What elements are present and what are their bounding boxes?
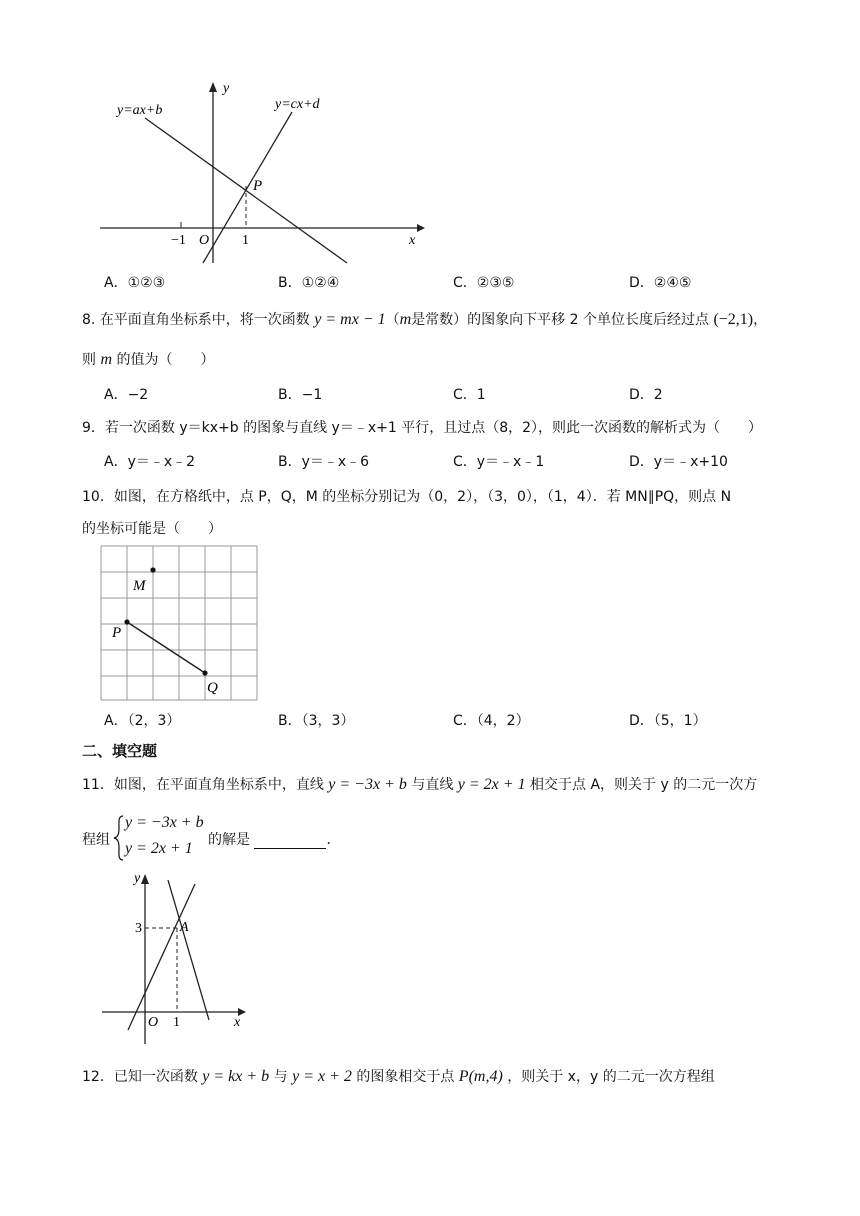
label-line2: y=cx+d (275, 97, 320, 112)
q11-text-a: 11．如图，在平面直角坐标系中，直线 (82, 777, 324, 793)
q12-formula-1: y = kx + b (202, 1068, 270, 1085)
q11-text-c: 相交于点 A，则关于 y 的二元一次方 (530, 777, 758, 793)
system-eq-1: y = −3x + b (125, 814, 204, 831)
q12-point: P(m,4) (458, 1068, 503, 1085)
line-2x-plus-1 (128, 884, 195, 1030)
y-axis-arrow (209, 82, 217, 92)
label-y: y (134, 871, 141, 886)
figure-grid (100, 545, 260, 705)
q8-number: 8. (82, 312, 96, 328)
label-1: 1 (173, 1015, 180, 1030)
q9-text: 9．若一次函数 y＝kx+b 的图象与直线 y＝﹣x+1 平行，且过点（8，2），则此一次函数的解析式为（ ） (82, 420, 763, 436)
point-p (124, 619, 129, 624)
q10-line2: 的坐标可能是（ ） (82, 521, 222, 537)
q12-text-a: 12．已知一次函数 (82, 1069, 198, 1085)
q7-option-a[interactable]: A．①②③ (104, 275, 166, 291)
label-tick-1: 1 (242, 233, 249, 248)
q9-option-c[interactable]: C．y＝﹣x﹣1 (453, 454, 545, 470)
line-neg3x-plus-b (168, 880, 209, 1020)
q9-option-b[interactable]: B．y＝﹣x﹣6 (278, 454, 370, 470)
q12-formula-2: y = x + 2 (292, 1068, 352, 1085)
q10-option-c[interactable]: C．（4，2） (453, 713, 530, 729)
point-m (150, 567, 155, 572)
q8-line2 (82, 349, 214, 369)
label-m: M (133, 578, 146, 594)
q8-formula: y = mx − 1 (314, 311, 386, 328)
q8-option-d[interactable]: D．2 (629, 387, 663, 403)
label-y-axis: y (223, 81, 230, 96)
q11-answer-line (208, 829, 340, 849)
q11-line1 (82, 774, 757, 794)
q8-text-d: ， (753, 312, 768, 328)
label-tick-neg1: −1 (171, 233, 186, 248)
point-q (202, 670, 207, 675)
label-point-p: P (253, 178, 263, 194)
label-q: Q (207, 680, 218, 696)
y-axis-arrow (141, 874, 149, 884)
figure-two-lines (95, 78, 430, 268)
q12-text-d: ，则关于 x，y 的二元一次方程组 (507, 1069, 715, 1085)
x-axis-arrow (417, 224, 425, 232)
q12-text-c: 的图象相交于点 (356, 1069, 455, 1085)
q12-line1 (82, 1066, 715, 1086)
q11-text-b: 与直线 (411, 777, 454, 793)
q9-option-a[interactable]: A．y＝﹣x﹣2 (104, 454, 196, 470)
q8-line2-b: 的值为（ ） (116, 352, 215, 368)
grid-lines (101, 546, 257, 700)
q10-option-a[interactable]: A．（2，3） (104, 713, 181, 729)
q8-line2-m: m (100, 351, 113, 368)
q11-prefix: 程组 (82, 832, 110, 848)
label-o: O (148, 1015, 159, 1030)
q11-formula-1: y = −3x + b (328, 776, 407, 793)
q11-period: ． (326, 832, 341, 848)
q9-option-d[interactable]: D．y＝﹣x+10 (629, 454, 728, 470)
q11-text-solution: 的解是 (208, 832, 250, 848)
q8-option-c[interactable]: C．1 (453, 387, 486, 403)
system-brace (113, 814, 125, 862)
q8-option-a[interactable]: A．−2 (104, 387, 149, 403)
q8-text-c: 是常数）的图象向下平移 2 个单位长度后经过点 (411, 312, 709, 328)
segment-pq (127, 622, 205, 673)
q10-option-d[interactable]: D．（5，1） (629, 713, 707, 729)
q8-option-b[interactable]: B．−1 (278, 387, 323, 403)
q8-point: (−2,1) (713, 311, 754, 328)
label-origin: O (199, 233, 210, 248)
q10-option-b[interactable]: B．（3，3） (278, 713, 355, 729)
system-eq-2: y = 2x + 1 (125, 840, 193, 857)
q8-line1 (82, 309, 767, 329)
q12-text-b: 与 (273, 1069, 288, 1085)
label-x-axis: x (409, 233, 416, 248)
q10-line1: 10．如图，在方格纸中，点 P，Q，M 的坐标分别记为（0，2），（3，0），（1，4）．若 MN∥PQ，则点 N (82, 489, 732, 505)
label-a: A (180, 920, 189, 935)
section-heading: 二、填空题 (82, 742, 158, 760)
figure-intersection (98, 868, 258, 1046)
q8-text-a: 在平面直角坐标系中，将一次函数 (99, 312, 310, 328)
q8-var-m: m (399, 311, 412, 328)
answer-blank[interactable] (254, 834, 326, 849)
label-3: 3 (135, 921, 142, 936)
q7-option-c[interactable]: C．②③⑤ (453, 275, 515, 291)
q7-option-d[interactable]: D．②④⑤ (629, 275, 692, 291)
q7-option-b[interactable]: B．①②④ (278, 275, 340, 291)
q8-text-b: （ (385, 312, 400, 328)
q11-formula-2: y = 2x + 1 (457, 776, 526, 793)
label-line1: y=ax+b (117, 103, 163, 118)
label-p: P (112, 625, 122, 641)
label-x: x (234, 1015, 241, 1030)
q8-line2-a: 则 (82, 352, 96, 368)
